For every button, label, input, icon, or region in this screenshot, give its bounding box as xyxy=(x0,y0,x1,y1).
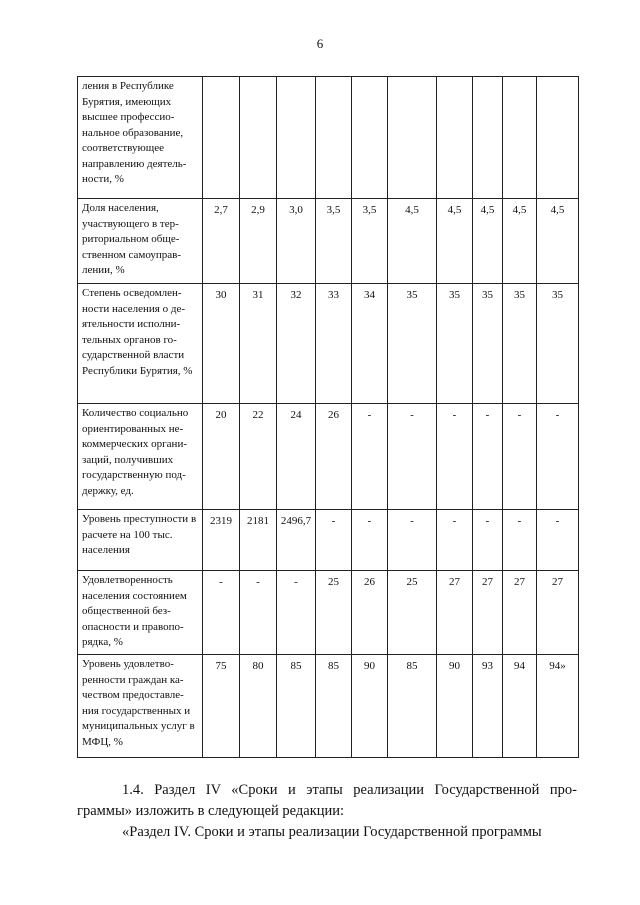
indicator-label: Удовлетворенность населения состоянием общественной без-опасности и правопо-рядка, % xyxy=(78,571,203,655)
table-row xyxy=(78,404,579,510)
indicator-value xyxy=(503,77,537,199)
indicator-value: 85 xyxy=(316,655,352,758)
indicator-value xyxy=(388,77,437,199)
indicator-value: 32 xyxy=(277,284,316,404)
indicator-value: 3,5 xyxy=(316,199,352,284)
indicator-value: 26 xyxy=(316,404,352,510)
indicator-value: 22 xyxy=(240,404,277,510)
indicator-value: - xyxy=(537,510,579,571)
indicator-value: 93 xyxy=(473,655,503,758)
indicator-label: Уровень удовлетво-ренности граждан ка-чеством предоставле-ния государственных и муниципальных услуг в МФЦ, % xyxy=(78,655,203,758)
indicator-value: 90 xyxy=(352,655,388,758)
indicator-value: 27 xyxy=(473,571,503,655)
indicator-value: 4,5 xyxy=(503,199,537,284)
indicator-value: - xyxy=(277,571,316,655)
indicator-value: 75 xyxy=(203,655,240,758)
indicator-value: 2319 xyxy=(203,510,240,571)
indicator-value: - xyxy=(316,510,352,571)
indicator-value: 35 xyxy=(388,284,437,404)
indicator-value: 26 xyxy=(352,571,388,655)
indicator-value: 3,0 xyxy=(277,199,316,284)
indicator-value: 25 xyxy=(388,571,437,655)
indicator-value: 2,7 xyxy=(203,199,240,284)
indicator-value: - xyxy=(503,404,537,510)
indicator-value: 80 xyxy=(240,655,277,758)
indicator-label: Уровень преступности в расчете на 100 тыс. населения xyxy=(78,510,203,571)
indicator-value: 4,5 xyxy=(537,199,579,284)
indicator-value: - xyxy=(437,510,473,571)
indicator-value: 3,5 xyxy=(352,199,388,284)
indicator-value: 31 xyxy=(240,284,277,404)
indicators-table-body xyxy=(78,77,579,758)
indicator-value: 27 xyxy=(437,571,473,655)
indicator-label: ления в Республике Бурятия, имеющих высшее профессио-нальное образование, соответствующее направлению деятель-ности, % xyxy=(78,77,203,199)
indicator-label: Количество социально ориентированных не-коммерческих органи-заций, получивших государственную под-держку, ед. xyxy=(78,404,203,510)
indicator-value: - xyxy=(388,404,437,510)
indicator-value: 85 xyxy=(277,655,316,758)
section-heading-quote: «Раздел IV. Сроки и этапы реализации Государственной программы xyxy=(122,824,542,840)
indicator-value: 25 xyxy=(316,571,352,655)
table-row xyxy=(78,510,579,571)
indicator-value: - xyxy=(240,571,277,655)
table-row xyxy=(78,284,579,404)
indicator-value: 85 xyxy=(388,655,437,758)
indicator-value: - xyxy=(388,510,437,571)
indicator-value xyxy=(240,77,277,199)
indicator-value: 4,5 xyxy=(437,199,473,284)
indicator-value: - xyxy=(203,571,240,655)
table-row xyxy=(78,571,579,655)
indicator-value: 35 xyxy=(537,284,579,404)
indicator-value: 24 xyxy=(277,404,316,510)
indicator-value: 2181 xyxy=(240,510,277,571)
indicator-value xyxy=(203,77,240,199)
indicator-value: 4,5 xyxy=(473,199,503,284)
indicator-label: Степень осведомлен-ности населения о де-ятельности исполни-тельных органов го-сударственной власти Республики Бурятия, % xyxy=(78,284,203,404)
indicator-value: - xyxy=(352,510,388,571)
indicator-value: - xyxy=(473,510,503,571)
indicator-value: 35 xyxy=(473,284,503,404)
amendment-paragraph: 1.4. Раздел IV «Сроки и этапы реализации Государственной про-граммы» изложить в следующей редакции: xyxy=(77,782,577,819)
indicator-value: 2496,7 xyxy=(277,510,316,571)
indicator-value: 35 xyxy=(503,284,537,404)
indicator-value xyxy=(473,77,503,199)
indicator-value: 27 xyxy=(503,571,537,655)
indicator-value: 27 xyxy=(537,571,579,655)
indicator-value: 2,9 xyxy=(240,199,277,284)
table-row xyxy=(78,199,579,284)
page-number: 6 xyxy=(316,36,324,51)
indicator-value xyxy=(316,77,352,199)
indicator-value: 4,5 xyxy=(388,199,437,284)
indicator-value xyxy=(437,77,473,199)
indicator-label: Доля населения, участвующего в тер-риториальном обще-ственном самоуправ-лении, % xyxy=(78,199,203,284)
indicators-table xyxy=(77,76,579,758)
indicator-value: - xyxy=(437,404,473,510)
indicator-value: 90 xyxy=(437,655,473,758)
indicator-value: 30 xyxy=(203,284,240,404)
indicator-value: - xyxy=(537,404,579,510)
table-row xyxy=(78,655,579,758)
indicator-value: - xyxy=(503,510,537,571)
indicator-value xyxy=(352,77,388,199)
indicator-value xyxy=(277,77,316,199)
table-row xyxy=(78,77,579,199)
indicator-value xyxy=(537,77,579,199)
indicator-value: - xyxy=(473,404,503,510)
indicator-value: 34 xyxy=(352,284,388,404)
indicator-value: - xyxy=(352,404,388,510)
indicator-value: 20 xyxy=(203,404,240,510)
indicator-value: 35 xyxy=(437,284,473,404)
indicator-value: 94 xyxy=(503,655,537,758)
indicator-value: 33 xyxy=(316,284,352,404)
indicator-value: 94» xyxy=(537,655,579,758)
